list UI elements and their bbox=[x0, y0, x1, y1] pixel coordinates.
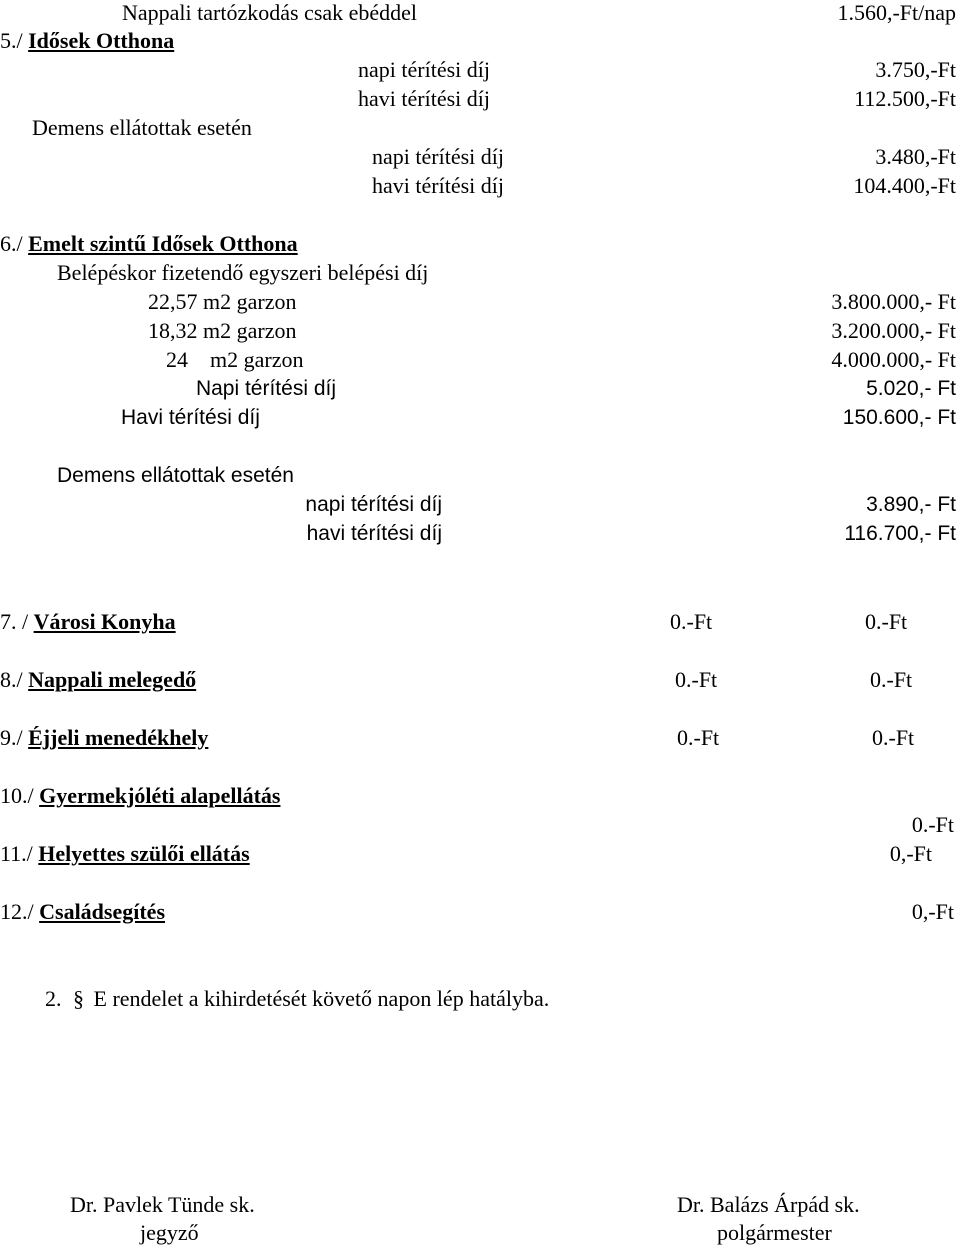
intro-label: Nappali tartózkodás csak ebéddel bbox=[122, 0, 418, 25]
s6-dementia-row-1-label: napi térítési díj bbox=[305, 493, 442, 516]
s6-row-1-value: 3.800.000,- Ft bbox=[831, 289, 956, 314]
signature-1-name: Dr. Pavlek Tünde sk. bbox=[70, 1192, 255, 1217]
section-11-heading bbox=[0, 841, 250, 867]
s6-entry-fee-heading: Belépéskor fizetendő egyszeri belépési díj bbox=[57, 260, 429, 285]
clause-text: E rendelet a kihirdetését követő napon lép hatályba. bbox=[93, 986, 550, 1011]
s6-row-2-label: 18,32 m2 garzon bbox=[148, 318, 297, 343]
s6-row-3-value: 4.000.000,- Ft bbox=[831, 347, 956, 372]
s6-row-5-label: Havi térítési díj bbox=[121, 406, 260, 429]
s6-dementia-row-2-label: havi térítési díj bbox=[306, 522, 442, 545]
s6-row-2-value: 3.200.000,- Ft bbox=[831, 318, 956, 343]
s5-row-2-value: 112.500,-Ft bbox=[854, 86, 956, 111]
s6-row-3-label: 24 m2 garzon bbox=[166, 347, 304, 372]
section-5-title: Idősek Otthona bbox=[28, 28, 175, 53]
section-11-value: 0,-Ft bbox=[889, 841, 932, 866]
section-5-heading bbox=[0, 28, 174, 54]
section-8-number: 8./ bbox=[0, 667, 29, 692]
section-10-heading bbox=[0, 783, 280, 809]
s5-row-1-value: 3.750,-Ft bbox=[875, 57, 956, 82]
s5-dementia-row-1-value: 3.480,-Ft bbox=[875, 144, 956, 169]
section-9-heading bbox=[0, 725, 208, 751]
section-sign: § bbox=[73, 986, 84, 1011]
s6-dementia-row-1-value: 3.890,- Ft bbox=[866, 493, 956, 516]
section-10-title: Gyermekjóléti alapellátás bbox=[39, 783, 281, 808]
section-7-value-1: 0.-Ft bbox=[670, 609, 713, 634]
section-10-number: 10./ bbox=[0, 783, 40, 808]
clause-number: 2. bbox=[45, 986, 62, 1011]
section-7-value-2: 0.-Ft bbox=[865, 609, 908, 634]
section-7-heading bbox=[0, 609, 176, 635]
section-8-title: Nappali melegedő bbox=[28, 667, 197, 692]
intro-value: 1.560,-Ft/nap bbox=[837, 0, 956, 25]
section-9-value-1: 0.-Ft bbox=[677, 725, 720, 750]
section-6-title: Emelt szintű Idősek Otthona bbox=[28, 231, 298, 256]
section-12-heading bbox=[0, 899, 165, 925]
section-9-number: 9./ bbox=[0, 725, 29, 750]
s5-dementia-row-2-value: 104.400,-Ft bbox=[853, 173, 956, 198]
s5-dementia-row-1-label: napi térítési díj bbox=[372, 144, 504, 169]
s5-dementia-row-2-label: havi térítési díj bbox=[372, 173, 504, 198]
s5-row-1-label: napi térítési díj bbox=[358, 57, 490, 82]
section-11-number: 11./ bbox=[0, 841, 39, 866]
section-12-number: 12./ bbox=[0, 899, 40, 924]
section-5-number: 5./ bbox=[0, 28, 29, 53]
s5-row-2-label: havi térítési díj bbox=[358, 86, 490, 111]
section-6-number: 6./ bbox=[0, 231, 29, 256]
section-8-heading bbox=[0, 667, 196, 693]
section-7-title: Városi Konyha bbox=[33, 609, 176, 634]
section-6-heading bbox=[0, 231, 298, 257]
section-8-value-1: 0.-Ft bbox=[675, 667, 718, 692]
signature-1-role: jegyző bbox=[140, 1220, 199, 1245]
s6-row-4-value: 5.020,- Ft bbox=[866, 377, 956, 400]
section-11-title: Helyettes szülői ellátás bbox=[38, 841, 250, 866]
section-8-value-2: 0.-Ft bbox=[870, 667, 913, 692]
s6-dementia-row-2-value: 116.700,- Ft bbox=[844, 522, 956, 545]
section-12-value: 0,-Ft bbox=[911, 899, 954, 924]
section-9-value-2: 0.-Ft bbox=[872, 725, 915, 750]
signature-2-name: Dr. Balázs Árpád sk. bbox=[677, 1192, 860, 1217]
section-7-number: 7. / bbox=[0, 609, 34, 634]
s6-row-5-value: 150.600,- Ft bbox=[842, 406, 956, 429]
signature-2-role: polgármester bbox=[717, 1220, 832, 1245]
clause-paragraph bbox=[45, 986, 549, 1012]
section-9-title: Éjjeli menedékhely bbox=[28, 725, 209, 750]
s6-row-4-label: Napi térítési díj bbox=[195, 377, 336, 400]
s5-dementia-heading: Demens ellátottak esetén bbox=[32, 115, 252, 140]
section-12-title: Családsegítés bbox=[39, 899, 166, 924]
s6-dementia-heading: Demens ellátottak esetén bbox=[57, 464, 294, 487]
s6-row-1-label: 22,57 m2 garzon bbox=[148, 289, 297, 314]
section-10-value: 0.-Ft bbox=[911, 812, 954, 837]
